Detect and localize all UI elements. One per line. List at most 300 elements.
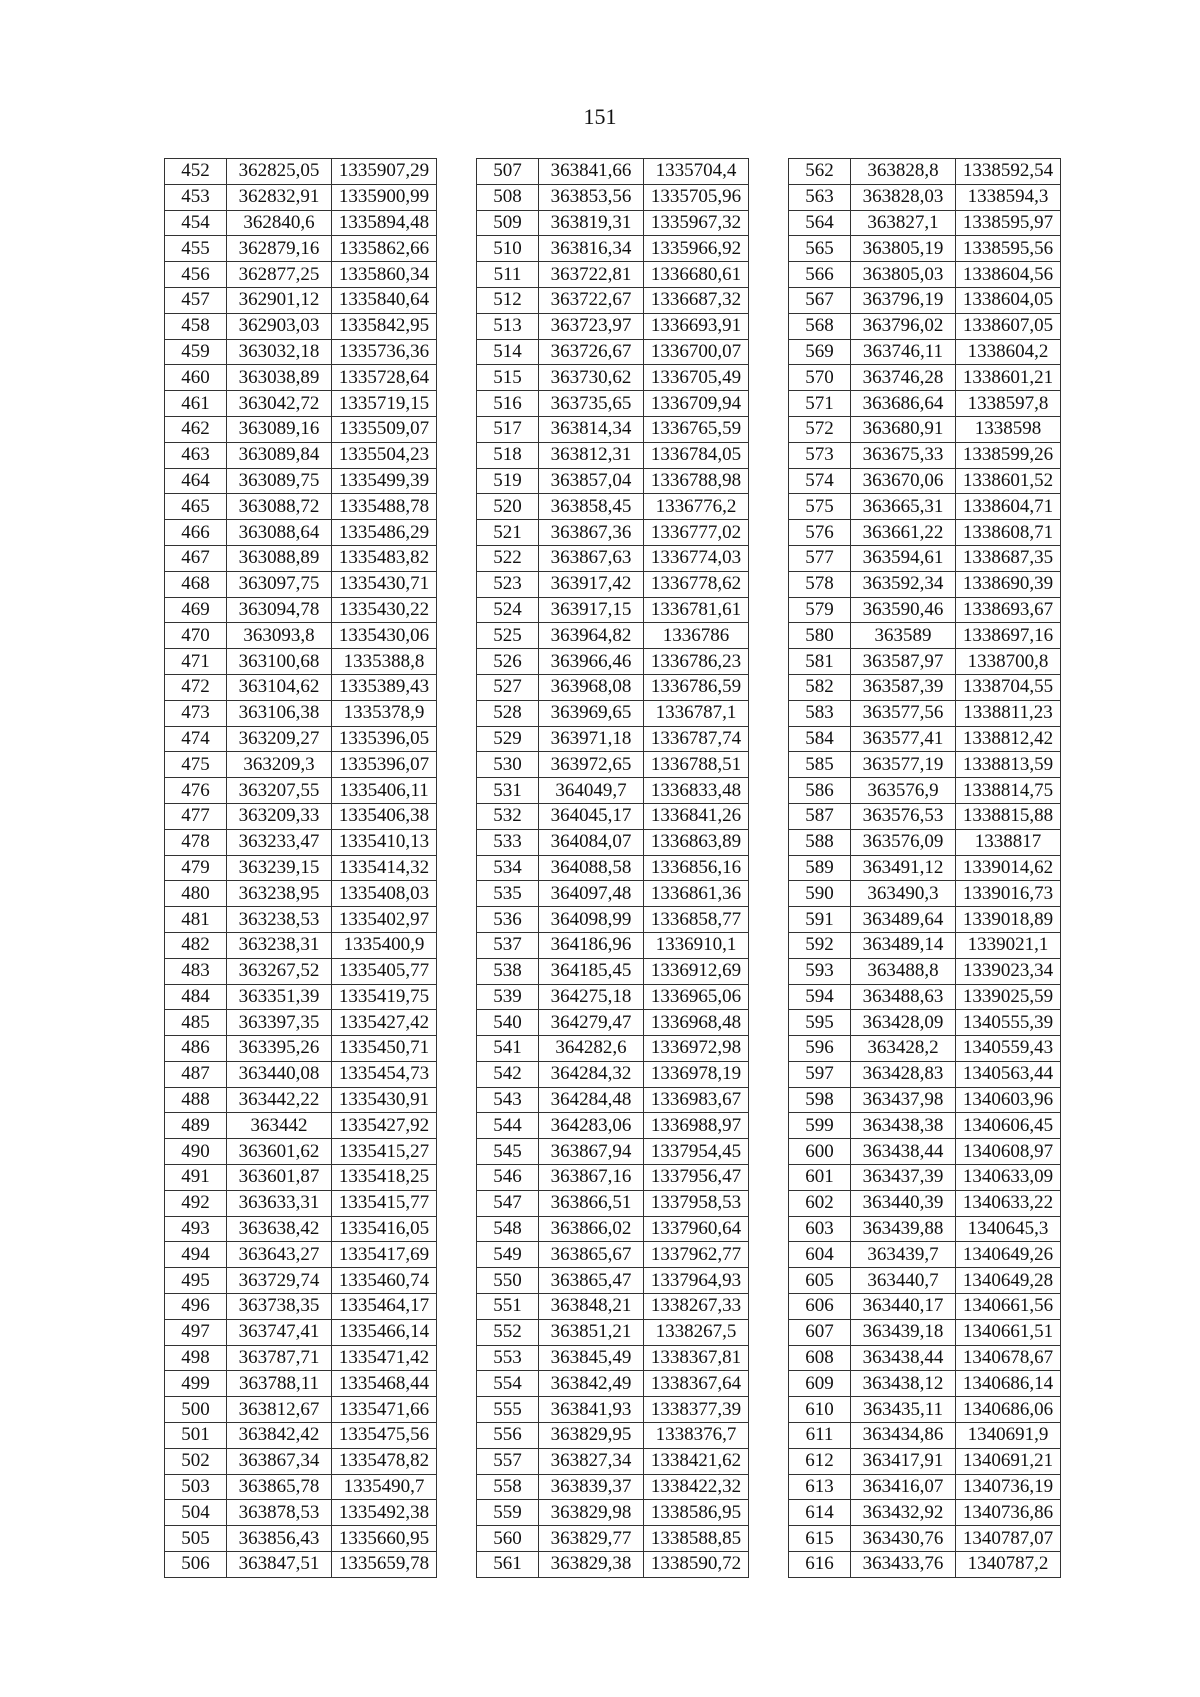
y-coordinate-cell: 1338377,39 bbox=[644, 1397, 749, 1423]
x-coordinate-cell: 363805,19 bbox=[851, 236, 956, 262]
point-number-cell: 565 bbox=[789, 236, 851, 262]
point-number-cell: 582 bbox=[789, 674, 851, 700]
point-number-cell: 549 bbox=[477, 1242, 539, 1268]
x-coordinate-cell: 363686,64 bbox=[851, 391, 956, 417]
table-row bbox=[477, 803, 749, 829]
table-row bbox=[477, 1242, 749, 1268]
point-number-cell: 474 bbox=[165, 726, 227, 752]
x-coordinate-cell: 364284,32 bbox=[539, 1061, 644, 1087]
y-coordinate-cell: 1340787,07 bbox=[956, 1526, 1061, 1552]
x-coordinate-cell: 363428,83 bbox=[851, 1061, 956, 1087]
table-row bbox=[165, 907, 437, 933]
y-coordinate-cell: 1335660,95 bbox=[332, 1526, 437, 1552]
y-coordinate-cell: 1338604,2 bbox=[956, 339, 1061, 365]
x-coordinate-cell: 363867,34 bbox=[227, 1448, 332, 1474]
y-coordinate-cell: 1335418,25 bbox=[332, 1165, 437, 1191]
point-number-cell: 536 bbox=[477, 907, 539, 933]
point-number-cell: 572 bbox=[789, 416, 851, 442]
table-row bbox=[165, 778, 437, 804]
x-coordinate-cell: 364282,6 bbox=[539, 1036, 644, 1062]
point-number-cell: 496 bbox=[165, 1294, 227, 1320]
table-row bbox=[477, 1139, 749, 1165]
x-coordinate-cell: 363827,1 bbox=[851, 210, 956, 236]
y-coordinate-cell: 1335728,64 bbox=[332, 365, 437, 391]
point-number-cell: 520 bbox=[477, 494, 539, 520]
point-number-cell: 464 bbox=[165, 468, 227, 494]
point-number-cell: 491 bbox=[165, 1165, 227, 1191]
x-coordinate-cell: 363397,35 bbox=[227, 1010, 332, 1036]
table-row bbox=[477, 365, 749, 391]
point-number-cell: 552 bbox=[477, 1319, 539, 1345]
y-coordinate-cell: 1335415,77 bbox=[332, 1190, 437, 1216]
table-row bbox=[789, 1190, 1061, 1216]
table-row bbox=[789, 726, 1061, 752]
table-row bbox=[789, 1268, 1061, 1294]
table-row bbox=[477, 339, 749, 365]
table-row bbox=[165, 1552, 437, 1578]
point-number-cell: 537 bbox=[477, 932, 539, 958]
point-number-cell: 550 bbox=[477, 1268, 539, 1294]
table-row bbox=[789, 1397, 1061, 1423]
y-coordinate-cell: 1336693,91 bbox=[644, 313, 749, 339]
x-coordinate-cell: 363488,8 bbox=[851, 958, 956, 984]
x-coordinate-cell: 363209,27 bbox=[227, 726, 332, 752]
table-row bbox=[789, 1371, 1061, 1397]
point-number-cell: 469 bbox=[165, 597, 227, 623]
table-row bbox=[165, 184, 437, 210]
point-number-cell: 555 bbox=[477, 1397, 539, 1423]
x-coordinate-cell: 363839,37 bbox=[539, 1474, 644, 1500]
x-coordinate-cell: 364097,48 bbox=[539, 881, 644, 907]
point-number-cell: 611 bbox=[789, 1423, 851, 1449]
y-coordinate-cell: 1340661,51 bbox=[956, 1319, 1061, 1345]
point-number-cell: 506 bbox=[165, 1552, 227, 1578]
point-number-cell: 543 bbox=[477, 1087, 539, 1113]
y-coordinate-cell: 1336786,23 bbox=[644, 649, 749, 675]
x-coordinate-cell: 363088,72 bbox=[227, 494, 332, 520]
table-row bbox=[165, 932, 437, 958]
point-number-cell: 485 bbox=[165, 1010, 227, 1036]
table-row bbox=[789, 597, 1061, 623]
x-coordinate-cell: 363435,11 bbox=[851, 1397, 956, 1423]
x-coordinate-cell: 363430,76 bbox=[851, 1526, 956, 1552]
table-row bbox=[165, 984, 437, 1010]
x-coordinate-cell: 363577,19 bbox=[851, 752, 956, 778]
point-number-cell: 606 bbox=[789, 1294, 851, 1320]
y-coordinate-cell: 1335966,92 bbox=[644, 236, 749, 262]
x-coordinate-cell: 363858,45 bbox=[539, 494, 644, 520]
point-number-cell: 511 bbox=[477, 262, 539, 288]
y-coordinate-cell: 1338594,3 bbox=[956, 184, 1061, 210]
y-coordinate-cell: 1335464,17 bbox=[332, 1294, 437, 1320]
y-coordinate-cell: 1338367,64 bbox=[644, 1371, 749, 1397]
table-row bbox=[789, 313, 1061, 339]
x-coordinate-cell: 363966,46 bbox=[539, 649, 644, 675]
point-number-cell: 599 bbox=[789, 1113, 851, 1139]
x-coordinate-cell: 363590,46 bbox=[851, 597, 956, 623]
table-row bbox=[165, 803, 437, 829]
x-coordinate-cell: 363395,26 bbox=[227, 1036, 332, 1062]
x-coordinate-cell: 363853,56 bbox=[539, 184, 644, 210]
table-row bbox=[789, 1139, 1061, 1165]
point-number-cell: 531 bbox=[477, 778, 539, 804]
x-coordinate-cell: 363576,9 bbox=[851, 778, 956, 804]
y-coordinate-cell: 1338604,56 bbox=[956, 262, 1061, 288]
y-coordinate-cell: 1340691,21 bbox=[956, 1448, 1061, 1474]
point-number-cell: 502 bbox=[165, 1448, 227, 1474]
point-number-cell: 517 bbox=[477, 416, 539, 442]
y-coordinate-cell: 1335415,27 bbox=[332, 1139, 437, 1165]
point-number-cell: 575 bbox=[789, 494, 851, 520]
x-coordinate-cell: 363842,42 bbox=[227, 1423, 332, 1449]
point-number-cell: 509 bbox=[477, 210, 539, 236]
x-coordinate-cell: 363726,67 bbox=[539, 339, 644, 365]
point-number-cell: 574 bbox=[789, 468, 851, 494]
table-row bbox=[165, 313, 437, 339]
point-number-cell: 480 bbox=[165, 881, 227, 907]
x-coordinate-cell: 363866,51 bbox=[539, 1190, 644, 1216]
table-row bbox=[477, 623, 749, 649]
point-number-cell: 524 bbox=[477, 597, 539, 623]
table-row bbox=[789, 907, 1061, 933]
point-number-cell: 489 bbox=[165, 1113, 227, 1139]
x-coordinate-cell: 363847,51 bbox=[227, 1552, 332, 1578]
table-row bbox=[789, 752, 1061, 778]
point-number-cell: 561 bbox=[477, 1552, 539, 1578]
x-coordinate-cell: 363856,43 bbox=[227, 1526, 332, 1552]
y-coordinate-cell: 1335719,15 bbox=[332, 391, 437, 417]
x-coordinate-cell: 363787,71 bbox=[227, 1345, 332, 1371]
point-number-cell: 586 bbox=[789, 778, 851, 804]
point-number-cell: 498 bbox=[165, 1345, 227, 1371]
point-number-cell: 559 bbox=[477, 1500, 539, 1526]
point-number-cell: 482 bbox=[165, 932, 227, 958]
table-row bbox=[165, 1345, 437, 1371]
point-number-cell: 512 bbox=[477, 287, 539, 313]
point-number-cell: 538 bbox=[477, 958, 539, 984]
x-coordinate-cell: 363442 bbox=[227, 1113, 332, 1139]
y-coordinate-cell: 1335840,64 bbox=[332, 287, 437, 313]
point-number-cell: 579 bbox=[789, 597, 851, 623]
table-row bbox=[165, 1061, 437, 1087]
point-number-cell: 488 bbox=[165, 1087, 227, 1113]
x-coordinate-cell: 363805,03 bbox=[851, 262, 956, 288]
x-coordinate-cell: 363735,65 bbox=[539, 391, 644, 417]
point-number-cell: 557 bbox=[477, 1448, 539, 1474]
table-row bbox=[477, 1216, 749, 1242]
point-number-cell: 590 bbox=[789, 881, 851, 907]
point-number-cell: 542 bbox=[477, 1061, 539, 1087]
x-coordinate-cell: 363865,78 bbox=[227, 1474, 332, 1500]
y-coordinate-cell: 1338367,81 bbox=[644, 1345, 749, 1371]
x-coordinate-cell: 363738,35 bbox=[227, 1294, 332, 1320]
point-number-cell: 577 bbox=[789, 545, 851, 571]
y-coordinate-cell: 1335705,96 bbox=[644, 184, 749, 210]
x-coordinate-cell: 363788,11 bbox=[227, 1371, 332, 1397]
table-row bbox=[789, 829, 1061, 855]
table-row bbox=[477, 932, 749, 958]
y-coordinate-cell: 1336988,97 bbox=[644, 1113, 749, 1139]
table-row bbox=[477, 1474, 749, 1500]
point-number-cell: 539 bbox=[477, 984, 539, 1010]
y-coordinate-cell: 1338608,71 bbox=[956, 520, 1061, 546]
point-number-cell: 499 bbox=[165, 1371, 227, 1397]
x-coordinate-cell: 363829,95 bbox=[539, 1423, 644, 1449]
y-coordinate-cell: 1335450,71 bbox=[332, 1036, 437, 1062]
table-row bbox=[477, 778, 749, 804]
y-coordinate-cell: 1340686,14 bbox=[956, 1371, 1061, 1397]
point-number-cell: 510 bbox=[477, 236, 539, 262]
table-row bbox=[165, 649, 437, 675]
y-coordinate-cell: 1338697,16 bbox=[956, 623, 1061, 649]
point-number-cell: 477 bbox=[165, 803, 227, 829]
point-number-cell: 492 bbox=[165, 1190, 227, 1216]
point-number-cell: 472 bbox=[165, 674, 227, 700]
point-number-cell: 595 bbox=[789, 1010, 851, 1036]
y-coordinate-cell: 1335389,43 bbox=[332, 674, 437, 700]
x-coordinate-cell: 363819,31 bbox=[539, 210, 644, 236]
table-row bbox=[789, 520, 1061, 546]
table-row bbox=[165, 1500, 437, 1526]
y-coordinate-cell: 1340606,45 bbox=[956, 1113, 1061, 1139]
y-coordinate-cell: 1338595,97 bbox=[956, 210, 1061, 236]
table-row bbox=[477, 571, 749, 597]
x-coordinate-cell: 363207,55 bbox=[227, 778, 332, 804]
x-coordinate-cell: 363238,95 bbox=[227, 881, 332, 907]
x-coordinate-cell: 363828,03 bbox=[851, 184, 956, 210]
point-number-cell: 578 bbox=[789, 571, 851, 597]
y-coordinate-cell: 1336841,26 bbox=[644, 803, 749, 829]
table-row bbox=[789, 803, 1061, 829]
y-coordinate-cell: 1335396,05 bbox=[332, 726, 437, 752]
x-coordinate-cell: 363267,52 bbox=[227, 958, 332, 984]
y-coordinate-cell: 1336910,1 bbox=[644, 932, 749, 958]
x-coordinate-cell: 364185,45 bbox=[539, 958, 644, 984]
y-coordinate-cell: 1338592,54 bbox=[956, 159, 1061, 185]
x-coordinate-cell: 363433,76 bbox=[851, 1552, 956, 1578]
table-row bbox=[165, 236, 437, 262]
y-coordinate-cell: 1335408,03 bbox=[332, 881, 437, 907]
point-number-cell: 535 bbox=[477, 881, 539, 907]
y-coordinate-cell: 1340608,97 bbox=[956, 1139, 1061, 1165]
table-row bbox=[789, 468, 1061, 494]
y-coordinate-cell: 1336784,05 bbox=[644, 442, 749, 468]
point-number-cell: 454 bbox=[165, 210, 227, 236]
x-coordinate-cell: 363438,12 bbox=[851, 1371, 956, 1397]
x-coordinate-cell: 363601,62 bbox=[227, 1139, 332, 1165]
x-coordinate-cell: 363440,39 bbox=[851, 1190, 956, 1216]
table-row bbox=[789, 545, 1061, 571]
x-coordinate-cell: 363729,74 bbox=[227, 1268, 332, 1294]
x-coordinate-cell: 364088,58 bbox=[539, 855, 644, 881]
x-coordinate-cell: 364098,99 bbox=[539, 907, 644, 933]
x-coordinate-cell: 363097,75 bbox=[227, 571, 332, 597]
point-number-cell: 525 bbox=[477, 623, 539, 649]
point-number-cell: 516 bbox=[477, 391, 539, 417]
point-number-cell: 554 bbox=[477, 1371, 539, 1397]
table-row bbox=[789, 932, 1061, 958]
x-coordinate-cell: 363867,36 bbox=[539, 520, 644, 546]
point-number-cell: 518 bbox=[477, 442, 539, 468]
y-coordinate-cell: 1336912,69 bbox=[644, 958, 749, 984]
x-coordinate-cell: 363917,42 bbox=[539, 571, 644, 597]
table-row bbox=[789, 778, 1061, 804]
point-number-cell: 504 bbox=[165, 1500, 227, 1526]
point-number-cell: 528 bbox=[477, 700, 539, 726]
table-row bbox=[477, 1113, 749, 1139]
point-number-cell: 545 bbox=[477, 1139, 539, 1165]
point-number-cell: 534 bbox=[477, 855, 539, 881]
y-coordinate-cell: 1335509,07 bbox=[332, 416, 437, 442]
point-number-cell: 490 bbox=[165, 1139, 227, 1165]
y-coordinate-cell: 1338817 bbox=[956, 829, 1061, 855]
y-coordinate-cell: 1336788,51 bbox=[644, 752, 749, 778]
table-row bbox=[789, 700, 1061, 726]
x-coordinate-cell: 363233,47 bbox=[227, 829, 332, 855]
x-coordinate-cell: 363829,77 bbox=[539, 1526, 644, 1552]
point-number-cell: 601 bbox=[789, 1165, 851, 1191]
table-row bbox=[789, 674, 1061, 700]
table-row bbox=[165, 545, 437, 571]
x-coordinate-cell: 363746,11 bbox=[851, 339, 956, 365]
point-number-cell: 466 bbox=[165, 520, 227, 546]
point-number-cell: 486 bbox=[165, 1036, 227, 1062]
x-coordinate-cell: 363917,15 bbox=[539, 597, 644, 623]
y-coordinate-cell: 1338607,05 bbox=[956, 313, 1061, 339]
point-number-cell: 522 bbox=[477, 545, 539, 571]
x-coordinate-cell: 363972,65 bbox=[539, 752, 644, 778]
table-row bbox=[477, 287, 749, 313]
point-number-cell: 562 bbox=[789, 159, 851, 185]
y-coordinate-cell: 1336781,61 bbox=[644, 597, 749, 623]
x-coordinate-cell: 363968,08 bbox=[539, 674, 644, 700]
table-row bbox=[477, 700, 749, 726]
point-number-cell: 540 bbox=[477, 1010, 539, 1036]
point-number-cell: 523 bbox=[477, 571, 539, 597]
x-coordinate-cell: 363878,53 bbox=[227, 1500, 332, 1526]
y-coordinate-cell: 1340787,2 bbox=[956, 1552, 1061, 1578]
y-coordinate-cell: 1338586,95 bbox=[644, 1500, 749, 1526]
table-row bbox=[165, 1036, 437, 1062]
point-number-cell: 556 bbox=[477, 1423, 539, 1449]
table-row bbox=[789, 984, 1061, 1010]
point-number-cell: 476 bbox=[165, 778, 227, 804]
table-row bbox=[165, 1397, 437, 1423]
y-coordinate-cell: 1337956,47 bbox=[644, 1165, 749, 1191]
x-coordinate-cell: 363489,64 bbox=[851, 907, 956, 933]
y-coordinate-cell: 1335430,06 bbox=[332, 623, 437, 649]
x-coordinate-cell: 364279,47 bbox=[539, 1010, 644, 1036]
y-coordinate-cell: 1335486,29 bbox=[332, 520, 437, 546]
x-coordinate-cell: 363746,28 bbox=[851, 365, 956, 391]
table-row bbox=[477, 468, 749, 494]
table-row bbox=[789, 881, 1061, 907]
x-coordinate-cell: 363432,92 bbox=[851, 1500, 956, 1526]
x-coordinate-cell: 363842,49 bbox=[539, 1371, 644, 1397]
table-row bbox=[789, 236, 1061, 262]
point-number-cell: 589 bbox=[789, 855, 851, 881]
coordinate-table-2 bbox=[476, 158, 749, 1578]
x-coordinate-cell: 363577,41 bbox=[851, 726, 956, 752]
point-number-cell: 616 bbox=[789, 1552, 851, 1578]
table-row bbox=[477, 520, 749, 546]
y-coordinate-cell: 1335460,74 bbox=[332, 1268, 437, 1294]
y-coordinate-cell: 1336856,16 bbox=[644, 855, 749, 881]
y-coordinate-cell: 1336786 bbox=[644, 623, 749, 649]
point-number-cell: 513 bbox=[477, 313, 539, 339]
y-coordinate-cell: 1337954,45 bbox=[644, 1139, 749, 1165]
x-coordinate-cell: 363827,34 bbox=[539, 1448, 644, 1474]
table-row bbox=[789, 1010, 1061, 1036]
point-number-cell: 507 bbox=[477, 159, 539, 185]
x-coordinate-cell: 363104,62 bbox=[227, 674, 332, 700]
table-row bbox=[165, 159, 437, 185]
y-coordinate-cell: 1335430,71 bbox=[332, 571, 437, 597]
table-row bbox=[165, 1087, 437, 1113]
y-coordinate-cell: 1335736,36 bbox=[332, 339, 437, 365]
y-coordinate-cell: 1335406,38 bbox=[332, 803, 437, 829]
table-row bbox=[477, 649, 749, 675]
point-number-cell: 558 bbox=[477, 1474, 539, 1500]
point-number-cell: 592 bbox=[789, 932, 851, 958]
x-coordinate-cell: 363089,75 bbox=[227, 468, 332, 494]
y-coordinate-cell: 1338588,85 bbox=[644, 1526, 749, 1552]
table-row bbox=[165, 881, 437, 907]
y-coordinate-cell: 1339018,89 bbox=[956, 907, 1061, 933]
point-number-cell: 532 bbox=[477, 803, 539, 829]
point-number-cell: 494 bbox=[165, 1242, 227, 1268]
table-row bbox=[477, 855, 749, 881]
y-coordinate-cell: 1338422,32 bbox=[644, 1474, 749, 1500]
y-coordinate-cell: 1340559,43 bbox=[956, 1036, 1061, 1062]
y-coordinate-cell: 1338604,71 bbox=[956, 494, 1061, 520]
y-coordinate-cell: 1337962,77 bbox=[644, 1242, 749, 1268]
point-number-cell: 460 bbox=[165, 365, 227, 391]
y-coordinate-cell: 1338814,75 bbox=[956, 778, 1061, 804]
point-number-cell: 501 bbox=[165, 1423, 227, 1449]
y-coordinate-cell: 1335416,05 bbox=[332, 1216, 437, 1242]
table-row bbox=[165, 1474, 437, 1500]
y-coordinate-cell: 1338687,35 bbox=[956, 545, 1061, 571]
y-coordinate-cell: 1340691,9 bbox=[956, 1423, 1061, 1449]
point-number-cell: 493 bbox=[165, 1216, 227, 1242]
y-coordinate-cell: 1336709,94 bbox=[644, 391, 749, 417]
table-row bbox=[789, 391, 1061, 417]
y-coordinate-cell: 1336833,48 bbox=[644, 778, 749, 804]
y-coordinate-cell: 1335427,92 bbox=[332, 1113, 437, 1139]
y-coordinate-cell: 1339023,34 bbox=[956, 958, 1061, 984]
point-number-cell: 526 bbox=[477, 649, 539, 675]
table-row bbox=[789, 184, 1061, 210]
table-row bbox=[789, 1294, 1061, 1320]
y-coordinate-cell: 1338813,59 bbox=[956, 752, 1061, 778]
x-coordinate-cell: 363867,16 bbox=[539, 1165, 644, 1191]
y-coordinate-cell: 1336765,59 bbox=[644, 416, 749, 442]
x-coordinate-cell: 363239,15 bbox=[227, 855, 332, 881]
table-row bbox=[165, 597, 437, 623]
y-coordinate-cell: 1336777,02 bbox=[644, 520, 749, 546]
y-coordinate-cell: 1339016,73 bbox=[956, 881, 1061, 907]
y-coordinate-cell: 1335388,8 bbox=[332, 649, 437, 675]
x-coordinate-cell: 364045,17 bbox=[539, 803, 644, 829]
y-coordinate-cell: 1340555,39 bbox=[956, 1010, 1061, 1036]
y-coordinate-cell: 1335414,32 bbox=[332, 855, 437, 881]
table-row bbox=[477, 1294, 749, 1320]
table-row bbox=[477, 1319, 749, 1345]
x-coordinate-cell: 364275,18 bbox=[539, 984, 644, 1010]
x-coordinate-cell: 363440,7 bbox=[851, 1268, 956, 1294]
x-coordinate-cell: 363438,44 bbox=[851, 1139, 956, 1165]
